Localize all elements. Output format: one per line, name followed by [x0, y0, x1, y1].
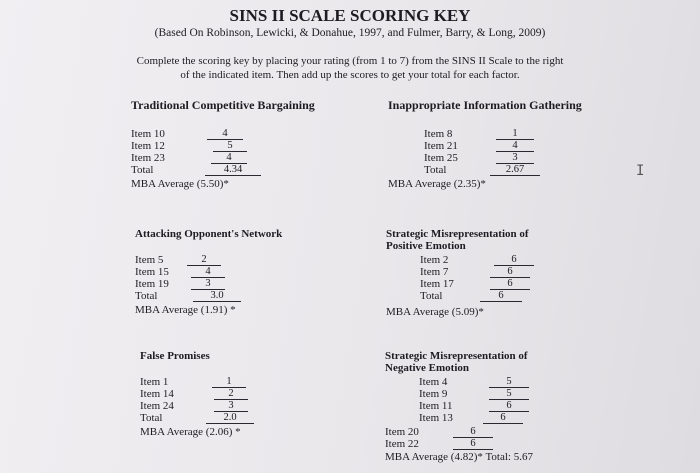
- score-field[interactable]: 2.0: [206, 412, 254, 424]
- mba-average: MBA Average (1.91) *: [135, 304, 236, 316]
- item-label: Item 19: [135, 278, 169, 290]
- item-label: Total: [135, 290, 158, 302]
- section-fp: [140, 376, 280, 446]
- item-label: Item 23: [131, 152, 165, 164]
- item-label: Item 8: [424, 128, 453, 140]
- item-label: Item 11: [419, 400, 453, 412]
- item-label: Item 25: [424, 152, 458, 164]
- score-field[interactable]: 3: [191, 278, 225, 290]
- item-label: Item 22: [385, 438, 419, 450]
- instructions-line-1: Complete the scoring key by placing your rating (from 1 to 7) from the SINS II Scale to the right: [136, 55, 564, 67]
- section-title-smpe-line1: Strategic Misrepresentation of: [386, 228, 529, 240]
- score-field[interactable]: 3.0: [193, 290, 241, 302]
- score-field[interactable]: 4: [496, 140, 534, 152]
- section-smpe: [386, 254, 566, 326]
- section-smne: [385, 376, 585, 468]
- score-field[interactable]: 2: [187, 254, 221, 266]
- item-label: Item 17: [420, 278, 454, 290]
- score-field[interactable]: 1: [496, 128, 534, 140]
- section-title-fp: False Promises: [140, 350, 210, 362]
- mba-average: MBA Average (5.50)*: [131, 178, 229, 190]
- score-field[interactable]: 5: [213, 140, 247, 152]
- score-field[interactable]: 2.67: [490, 164, 540, 176]
- section-title-smpe-line2: Positive Emotion: [386, 240, 466, 252]
- item-label: Item 10: [131, 128, 165, 140]
- score-field[interactable]: 6: [480, 290, 522, 302]
- item-label: Item 15: [135, 266, 169, 278]
- section-title-tcb: Traditional Competitive Bargaining: [131, 98, 315, 112]
- section-title-aon: Attacking Opponent's Network: [135, 228, 283, 240]
- instructions-line-2: of the indicated item. Then add up the scores to get your total for each factor.: [180, 69, 520, 81]
- score-field[interactable]: 4: [207, 128, 243, 140]
- score-field[interactable]: 1: [212, 376, 246, 388]
- section-iig: [388, 128, 568, 200]
- item-label: Total: [420, 290, 443, 302]
- mba-average: MBA Average (5.09)*: [386, 306, 484, 318]
- item-label: Item 21: [424, 140, 458, 152]
- item-label: Item 7: [420, 266, 449, 278]
- score-field[interactable]: 6: [490, 266, 530, 278]
- item-label: Total: [424, 164, 447, 176]
- item-label: Item 4: [419, 376, 448, 388]
- score-field[interactable]: 6: [483, 412, 523, 424]
- section-title-iig: Inappropriate Information Gathering: [388, 98, 582, 112]
- section-title-smne-line2: Negative Emotion: [385, 362, 470, 374]
- score-field[interactable]: 6: [489, 400, 529, 412]
- score-field[interactable]: 3: [496, 152, 534, 164]
- score-field[interactable]: 2: [214, 388, 248, 400]
- mba-average-line: [385, 451, 533, 463]
- mba-average: MBA Average (4.82)*: [385, 451, 483, 463]
- mba-average: MBA Average (2.06) *: [140, 426, 241, 438]
- score-field[interactable]: 4: [191, 266, 225, 278]
- item-label: Total: [140, 412, 163, 424]
- item-label: Item 2: [420, 254, 449, 266]
- text-cursor-icon: I: [636, 163, 645, 179]
- item-label: Item 14: [140, 388, 174, 400]
- page-title: SINS II SCALE SCORING KEY: [229, 6, 471, 25]
- item-label: Total: [131, 164, 154, 176]
- score-field[interactable]: 6: [490, 278, 530, 290]
- item-label: Item 5: [135, 254, 164, 266]
- item-label: Item 24: [140, 400, 174, 412]
- score-field[interactable]: 5: [489, 388, 529, 400]
- score-field[interactable]: 5: [489, 376, 529, 388]
- total-value: Total: 5.67: [485, 451, 533, 463]
- section-title-smne-line1: Strategic Misrepresentation of: [385, 350, 528, 362]
- item-label: Item 9: [419, 388, 448, 400]
- score-field[interactable]: 6: [453, 426, 493, 438]
- item-label: Item 20: [385, 426, 419, 438]
- score-field[interactable]: 6: [494, 254, 534, 266]
- score-field[interactable]: 4.34: [205, 164, 261, 176]
- item-label: Item 13: [419, 412, 453, 424]
- section-aon: [135, 254, 275, 324]
- score-field[interactable]: 6: [453, 438, 493, 450]
- score-field[interactable]: 4: [211, 152, 247, 164]
- item-label: Item 12: [131, 140, 165, 152]
- score-field[interactable]: 3: [214, 400, 248, 412]
- page-subtitle: (Based On Robinson, Lewicki, & Donahue, 1997, and Fulmer, Barry, & Long, 2009): [154, 27, 546, 39]
- section-tcb: [131, 128, 271, 198]
- item-label: Item 1: [140, 376, 169, 388]
- mba-average: MBA Average (2.35)*: [388, 178, 486, 190]
